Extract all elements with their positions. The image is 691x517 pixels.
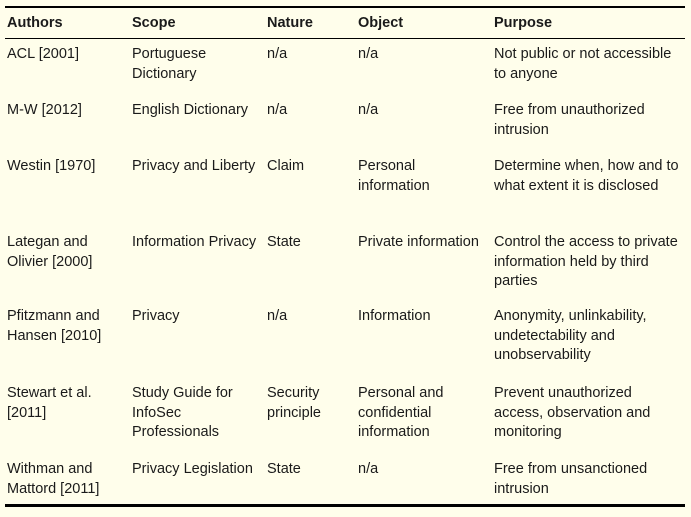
cell-nature: State — [267, 234, 301, 250]
cell-object: Information — [358, 308, 431, 324]
cell-nature: n/a — [267, 308, 288, 324]
cell-purpose: Not public or not accessible to anyone — [494, 46, 672, 82]
cell-purpose: Control the access to private information held by third parties — [494, 234, 678, 289]
cell-authors: Lategan and Olivier [2000] — [7, 234, 93, 270]
cell-authors: Pfitzmann and Hansen [2010] — [7, 308, 102, 344]
cell-purpose: Anonymity, unlinkability, undetectability and unobservability — [494, 308, 647, 363]
cell-scope: Privacy Legislation — [132, 461, 253, 477]
table-row — [5, 454, 685, 506]
header-purpose: Purpose — [494, 15, 553, 31]
table-row — [5, 95, 685, 151]
cell-purpose: Determine when, how and to what extent it is disclosed — [494, 158, 679, 194]
cell-authors: Stewart et al. [2011] — [7, 385, 92, 421]
header-nature: Nature — [267, 15, 313, 31]
privacy-definitions-table-container — [5, 6, 685, 507]
cell-authors: ACL [2001] — [7, 46, 80, 62]
cell-authors: Westin [1970] — [7, 158, 96, 174]
cell-scope: Information Privacy — [132, 234, 257, 250]
cell-nature: n/a — [267, 102, 288, 118]
privacy-definitions-table — [5, 6, 685, 507]
cell-purpose: Free from unsanctioned intrusion — [494, 461, 648, 497]
table-header-row — [5, 7, 685, 39]
table-row — [5, 151, 685, 227]
cell-scope: Privacy — [132, 308, 180, 324]
table-row — [5, 378, 685, 454]
cell-nature: Security principle — [267, 385, 321, 421]
table-row — [5, 39, 685, 96]
cell-scope: Privacy and Liberty — [132, 158, 256, 174]
cell-authors: Withman and Mattord [2011] — [7, 461, 100, 497]
cell-purpose: Free from unauthorized intrusion — [494, 102, 645, 138]
table-row — [5, 227, 685, 301]
header-object: Object — [358, 15, 404, 31]
header-scope: Scope — [132, 15, 176, 31]
cell-object: Private information — [358, 234, 479, 250]
header-authors: Authors — [7, 15, 63, 31]
cell-nature: State — [267, 461, 301, 477]
table-row — [5, 301, 685, 378]
cell-scope: English Dictionary — [132, 102, 249, 118]
cell-authors: M-W [2012] — [7, 102, 82, 118]
cell-object: Personal information — [358, 158, 430, 194]
cell-nature: Claim — [267, 158, 305, 174]
cell-object: n/a — [358, 461, 379, 477]
cell-purpose: Prevent unauthorized access, observation and monitoring — [494, 385, 651, 440]
cell-object: n/a — [358, 46, 379, 62]
cell-scope: Study Guide for InfoSec Professionals — [132, 385, 233, 440]
cell-object: Personal and confidential information — [358, 385, 444, 440]
cell-scope: Portuguese Dictionary — [132, 46, 207, 82]
cell-object: n/a — [358, 102, 379, 118]
cell-nature: n/a — [267, 46, 288, 62]
